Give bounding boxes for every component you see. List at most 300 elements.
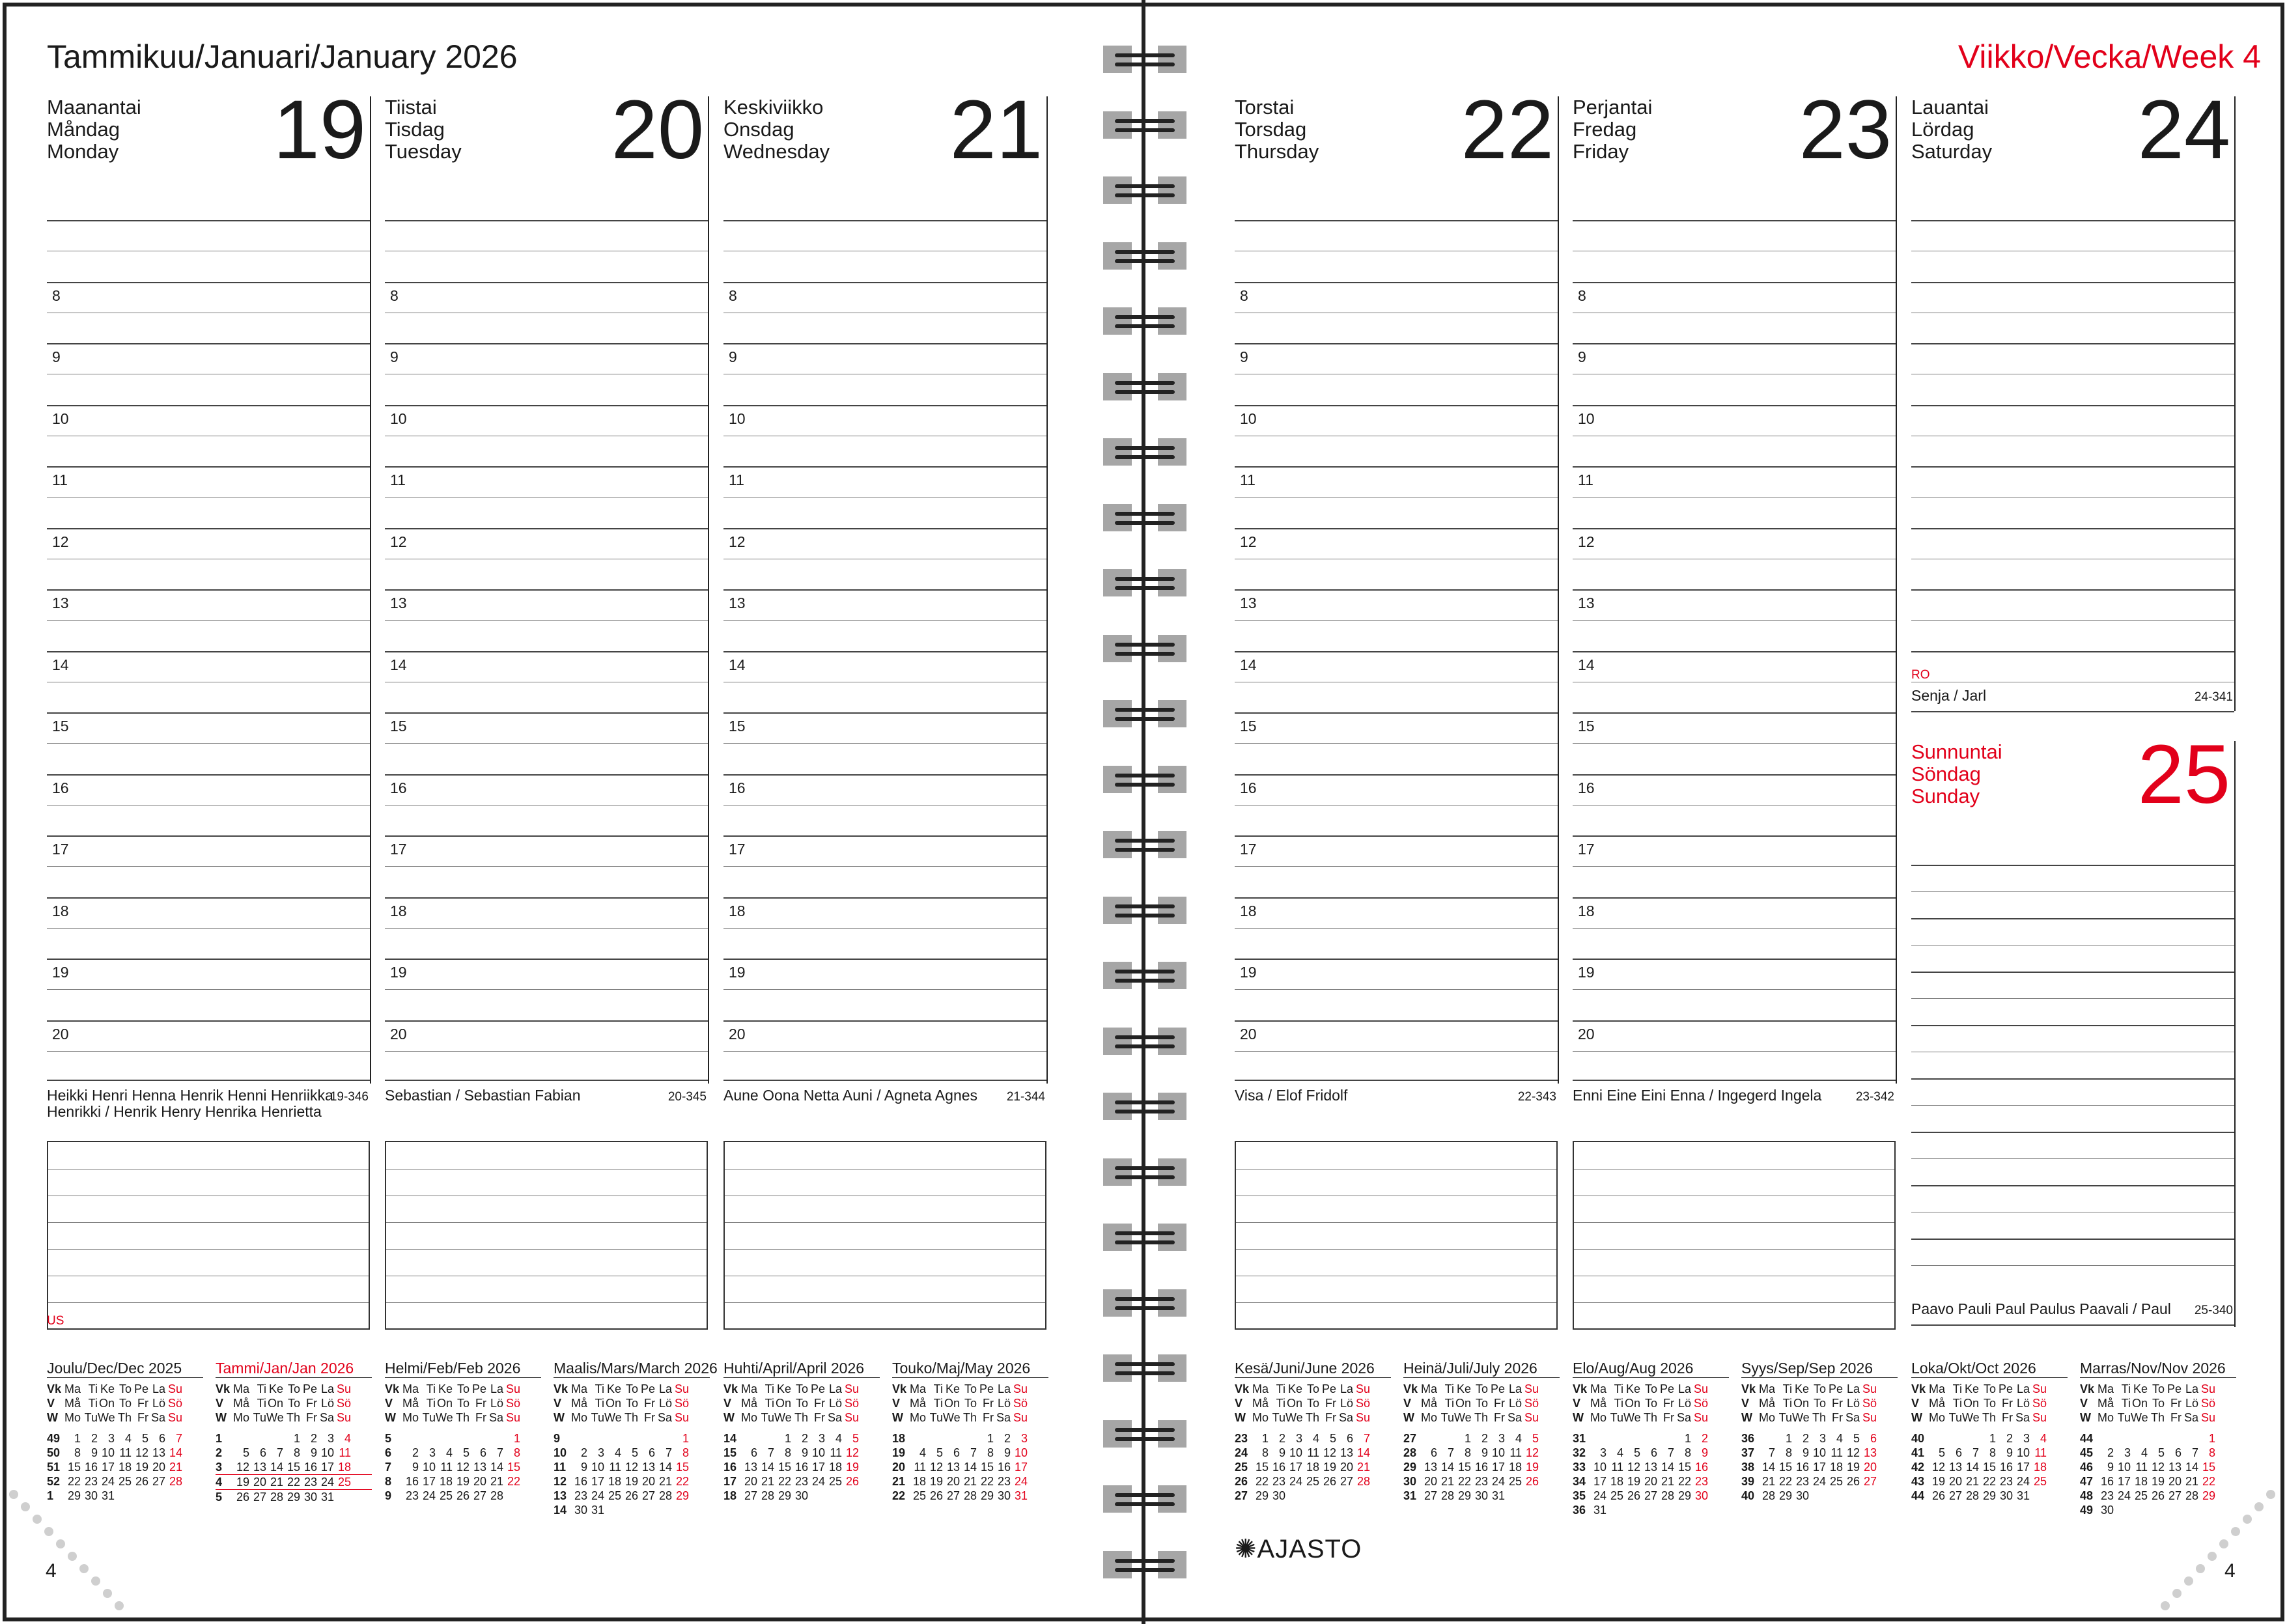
hour-label: 12 — [729, 533, 746, 550]
weekday-header-cell: Lö — [490, 1397, 503, 1410]
hour-rule — [1235, 959, 1558, 960]
weekday-header-row — [723, 1382, 880, 1396]
date-cell: 11 — [339, 1446, 351, 1459]
weekday-header-cell: Ke — [1625, 1382, 1640, 1395]
hour-label: 18 — [729, 902, 746, 919]
date-cell: 2 — [801, 1432, 808, 1445]
hour-label: 11 — [52, 471, 68, 488]
week-row — [554, 1446, 710, 1460]
weekday-header-cell: La — [2185, 1382, 2198, 1395]
mini-calendar — [1235, 1361, 1391, 1503]
weekday-header-cell: Th — [1982, 1411, 1996, 1424]
date-cell: 27 — [1235, 1489, 1248, 1502]
date-cell: 19 — [2151, 1475, 2165, 1488]
weekday-header-cell: Pe — [1659, 1382, 1674, 1395]
weekday-header-cell: Fr — [1325, 1411, 1336, 1424]
weekday-header-cell: Vk — [892, 1382, 907, 1395]
hour-rule — [723, 1080, 1046, 1081]
date-cell: 20 — [1644, 1475, 1657, 1488]
nameday-text: Sebastian / Sebastian Fabian — [385, 1087, 581, 1104]
date-cell: 3 — [597, 1446, 604, 1459]
weekday-header-cell: Ma — [2097, 1382, 2114, 1395]
date-cell: 7 — [665, 1446, 672, 1459]
hour-label: 20 — [52, 1025, 69, 1043]
hour-label: 19 — [52, 964, 69, 981]
week-row — [1911, 1446, 2068, 1460]
date-cell: 20 — [1340, 1461, 1353, 1474]
date-cell: 9 — [385, 1489, 392, 1502]
day-name: Sunnuntai Söndag Sunday — [1911, 740, 2002, 807]
date-cell: 24 — [591, 1489, 604, 1502]
date-cell: 31 — [1014, 1489, 1028, 1502]
half-hour-rule — [385, 989, 708, 990]
date-cell: 21 — [658, 1475, 672, 1488]
page-corner-dot — [33, 1515, 42, 1524]
column-divider — [2234, 741, 2236, 1327]
weekday-header-cell: To — [456, 1397, 470, 1410]
weekday-header-cell: Lö — [997, 1397, 1011, 1410]
hour-rule — [723, 774, 1046, 776]
hour-label: 20 — [1240, 1025, 1257, 1043]
date-cell: 7 — [2191, 1446, 2198, 1459]
date-cell: 29 — [287, 1491, 300, 1504]
binding-ring — [1103, 569, 1186, 596]
weekday-header-cell: Ti — [1952, 1397, 1962, 1410]
day-code: 22-343 — [1517, 1090, 1556, 1104]
date-cell: 31 — [320, 1491, 334, 1504]
weekday-header-cell: Su — [844, 1411, 859, 1424]
weekday-header-cell: To — [1813, 1397, 1826, 1410]
date-cell: 27 — [946, 1489, 960, 1502]
weekday-header-cell: Su — [1355, 1382, 1370, 1395]
date-cell: 30 — [1272, 1489, 1285, 1502]
weekday-header-cell: Su — [336, 1411, 351, 1424]
date-cell: 9 — [310, 1446, 317, 1459]
weekday-header-cell: La — [1340, 1382, 1353, 1395]
week-row — [554, 1503, 710, 1517]
date-cell: 4 — [445, 1446, 453, 1459]
date-cell: 27 — [1424, 1489, 1437, 1502]
weekday-header-cell: Vk — [1573, 1382, 1588, 1395]
date-cell: 20 — [1948, 1475, 1962, 1488]
date-cell: 10 — [101, 1446, 115, 1459]
notes-box[interactable] — [1235, 1141, 1558, 1330]
date-cell — [1691, 1503, 1708, 1517]
hour-rule — [1235, 774, 1558, 776]
weekday-header-cell: Th — [2150, 1411, 2165, 1424]
date-cell: 26 — [456, 1489, 470, 1502]
hour-label: 13 — [1578, 595, 1595, 611]
date-cell: 9 — [2006, 1446, 2013, 1459]
hour-rule — [1911, 466, 2234, 468]
hour-label: 14 — [729, 656, 746, 673]
weekday-header-cell: Ma — [1252, 1382, 1269, 1395]
hour-label: 10 — [1578, 410, 1595, 427]
weekday-header-row — [1235, 1382, 1391, 1396]
notes-box[interactable] — [47, 1141, 370, 1330]
hour-rule — [723, 282, 1046, 283]
weekday-header-cell: Ma — [909, 1382, 926, 1395]
weekday-header-cell: Ti — [426, 1397, 436, 1410]
date-cell — [943, 1431, 960, 1446]
date-cell: 9 — [801, 1446, 808, 1459]
hour-rule — [1573, 528, 1896, 529]
binding-ring — [1103, 1289, 1186, 1317]
date-cell: 4 — [124, 1432, 132, 1445]
weekday-header-cell: Tu — [1440, 1411, 1454, 1424]
date-cell: 21 — [761, 1475, 774, 1488]
date-cell: 10 — [2016, 1446, 2030, 1459]
weekday-header-cell: To — [625, 1397, 638, 1410]
mini-calendar-title: Helmi/Feb/Feb 2026 — [385, 1361, 541, 1378]
date-cell — [402, 1431, 419, 1446]
date-cell: 26 — [845, 1475, 859, 1488]
mini-calendar-title: Huhti/April/April 2026 — [723, 1361, 880, 1378]
day-column-24 — [1911, 83, 2236, 715]
page-corner-dot — [2196, 1564, 2205, 1573]
hour-label: 9 — [52, 348, 61, 365]
weekday-header-cell: On — [605, 1397, 621, 1410]
weekday-header-cell: La — [1677, 1382, 1691, 1395]
weekday-header-cell: Mo — [1420, 1411, 1437, 1424]
weekday-header-cell: Ke — [606, 1382, 621, 1395]
hour-rule — [47, 466, 370, 468]
weekday-header-cell: Ti — [765, 1382, 774, 1395]
weekday-header-cell: Ti — [933, 1382, 943, 1395]
date-cell: 30 — [1795, 1489, 1809, 1502]
date-cell: 19 — [1931, 1475, 1945, 1488]
half-hour-rule — [47, 866, 370, 867]
week-row — [2080, 1431, 2236, 1446]
hour-rule — [1911, 1025, 2234, 1026]
weekday-header-cell: We — [266, 1411, 284, 1424]
date-cell — [638, 1431, 655, 1446]
date-cell: 19 — [845, 1461, 859, 1474]
week-row — [1573, 1460, 1729, 1474]
weekday-header-cell: Sa — [657, 1411, 672, 1424]
mini-calendar-title: Tammi/Jan/Jan 2026 — [216, 1361, 372, 1378]
date-cell: 28 — [1403, 1446, 1417, 1459]
weekday-header-cell: Vk — [1911, 1382, 1926, 1395]
date-cell: 26 — [1931, 1489, 1945, 1502]
weekday-header-cell: Ti — [257, 1382, 266, 1395]
mini-calendar-title: Syys/Sep/Sep 2026 — [1741, 1361, 1898, 1378]
mini-calendar-title: Elo/Aug/Aug 2026 — [1573, 1361, 1729, 1378]
hour-rule — [723, 466, 1046, 468]
page-corner-dot — [2161, 1601, 2170, 1610]
hour-label: 16 — [390, 779, 407, 796]
weekday-header-cell: Lö — [320, 1397, 334, 1410]
week-row — [723, 1431, 880, 1446]
weekday-header-cell: Sa — [827, 1411, 842, 1424]
date-cell: 12 — [1525, 1446, 1539, 1459]
date-cell: 4 — [614, 1446, 621, 1459]
binding-ring — [1103, 1028, 1186, 1055]
week-row — [385, 1431, 541, 1446]
weekday-header-cell: Ke — [2133, 1382, 2148, 1395]
hour-label: 9 — [1240, 348, 1248, 365]
date-cell: 25 — [1508, 1475, 1522, 1488]
weekday-header-cell: W — [47, 1411, 58, 1424]
date-cell: 16 — [1694, 1461, 1708, 1474]
weekday-header-cell: W — [723, 1411, 735, 1424]
date-cell: 6 — [1870, 1432, 1877, 1445]
hour-rule — [47, 589, 370, 591]
date-cell: 5 — [1532, 1432, 1539, 1445]
date-cell: 25 — [1235, 1461, 1248, 1474]
date-cell — [960, 1431, 977, 1446]
date-cell: 27 — [1644, 1489, 1657, 1502]
date-cell — [1826, 1489, 1843, 1503]
half-hour-rule — [723, 743, 1046, 744]
date-cell: 33 — [1573, 1461, 1586, 1474]
date-cell: 27 — [744, 1489, 757, 1502]
hour-rule — [1573, 651, 1896, 652]
date-cell: 22 — [507, 1475, 520, 1488]
week-row — [385, 1474, 541, 1489]
date-cell: 2 — [580, 1446, 587, 1459]
weekday-header-cell: Sö — [674, 1397, 689, 1410]
half-hour-rule — [723, 989, 1046, 990]
notes-box[interactable] — [385, 1141, 708, 1330]
date-cell: 11 — [2034, 1446, 2047, 1459]
half-hour-rule — [1235, 743, 1558, 744]
notes-box[interactable] — [723, 1141, 1046, 1330]
hour-label: 18 — [1578, 902, 1595, 919]
date-cell: 24 — [1593, 1489, 1607, 1502]
date-cell: 28 — [1356, 1475, 1370, 1488]
date-cell: 18 — [1508, 1461, 1522, 1474]
week-row — [216, 1460, 372, 1474]
weekday-header-cell: Lö — [1846, 1397, 1860, 1410]
date-cell — [266, 1431, 283, 1446]
date-cell: 42 — [1911, 1461, 1925, 1474]
date-cell: 13 — [1948, 1461, 1962, 1474]
date-cell: 11 — [2135, 1461, 2148, 1474]
date-cell: 9 — [1278, 1446, 1285, 1459]
weekday-header-row — [892, 1382, 1048, 1396]
weekday-header-cell: Pe — [133, 1382, 148, 1395]
date-cell: 29 — [1677, 1489, 1691, 1502]
day-name: Lauantai Lördag Saturday — [1911, 96, 1993, 163]
weekday-header-cell: Ti — [1614, 1382, 1623, 1395]
date-cell: 19 — [892, 1446, 906, 1459]
page-number-left: 4 — [46, 1560, 57, 1582]
date-cell: 1 — [2208, 1432, 2215, 1445]
weekday-header-row — [1403, 1410, 1560, 1425]
weekday-header-cell: Lö — [658, 1397, 672, 1410]
date-cell: 25 — [608, 1489, 621, 1502]
page-corner-dot — [2208, 1552, 2217, 1561]
weekday-header-cell: Fr — [475, 1411, 486, 1424]
date-cell: 40 — [1741, 1489, 1755, 1502]
weekday-header-cell: Må — [1590, 1397, 1607, 1410]
date-cell: 8 — [2208, 1446, 2215, 1459]
hour-label: 9 — [1578, 348, 1586, 365]
weekday-header-cell: To — [287, 1397, 300, 1410]
date-cell: 9 — [1701, 1446, 1708, 1459]
date-cell: 10 — [1289, 1446, 1302, 1459]
weekday-header-cell: Fr — [814, 1397, 825, 1410]
date-cell: 7 — [1447, 1446, 1454, 1459]
date-cell: 10 — [554, 1446, 567, 1459]
date-cell: 30 — [574, 1504, 587, 1517]
date-cell: 17 — [1014, 1461, 1028, 1474]
mini-calendar-title: Joulu/Dec/Dec 2025 — [47, 1361, 203, 1378]
date-cell: 14 — [554, 1504, 567, 1517]
hour-rule — [1911, 220, 2234, 221]
weekday-header-row — [892, 1410, 1048, 1425]
weekday-header-cell: To — [1813, 1382, 1826, 1395]
weekday-header-cell: Mo — [1928, 1411, 1945, 1424]
date-cell — [604, 1431, 621, 1446]
hour-label: 14 — [1240, 656, 1257, 673]
date-cell — [655, 1431, 672, 1446]
weekday-header-cell: Su — [2200, 1411, 2215, 1424]
date-cell — [503, 1489, 520, 1503]
date-cell: 32 — [1573, 1446, 1586, 1459]
date-cell: 18 — [892, 1432, 906, 1445]
date-cell: 2 — [1701, 1432, 1708, 1445]
date-cell: 29 — [1982, 1489, 1996, 1502]
date-cell: 7 — [767, 1446, 774, 1459]
notes-line — [48, 1302, 369, 1303]
date-cell: 13 — [473, 1461, 486, 1474]
notes-line — [1574, 1249, 1894, 1250]
date-cell: 29 — [1778, 1489, 1792, 1502]
date-cell: 39 — [1741, 1475, 1755, 1488]
date-cell: 30 — [794, 1489, 808, 1502]
date-cell: 29 — [2202, 1489, 2215, 1502]
week-row — [2080, 1489, 2236, 1503]
day-column-19 — [47, 83, 371, 1328]
hour-label: 17 — [390, 841, 407, 858]
day-number: 24 — [2137, 83, 2230, 176]
weekday-header-cell: Sa — [319, 1411, 334, 1424]
week-row — [723, 1446, 880, 1460]
weekday-header-cell: Må — [64, 1397, 81, 1410]
date-cell: 5 — [242, 1446, 249, 1459]
week-row — [1911, 1489, 2068, 1503]
date-cell: 25 — [337, 1476, 351, 1489]
binding-ring — [1103, 766, 1186, 793]
date-cell: 8 — [682, 1446, 689, 1459]
hour-rule — [1911, 1078, 2234, 1080]
weekday-header-cell: V — [385, 1397, 393, 1410]
date-cell: 5 — [462, 1446, 470, 1459]
hour-rule — [385, 959, 708, 960]
weekday-header-cell: Ti — [1952, 1382, 1962, 1395]
weekday-header-cell: Tu — [1948, 1411, 1962, 1424]
date-cell: 16 — [1999, 1461, 2013, 1474]
date-cell: 23 — [1474, 1475, 1488, 1488]
hour-rule — [1911, 282, 2234, 283]
hour-label: 11 — [1240, 471, 1256, 488]
mini-calendar — [385, 1361, 541, 1503]
week-row — [1235, 1474, 1391, 1489]
hour-rule — [723, 959, 1046, 960]
date-cell: 5 — [1938, 1446, 1945, 1459]
weekday-header-cell: Su — [1524, 1382, 1539, 1395]
weekday-header-cell: V — [47, 1397, 55, 1410]
date-cell: 25 — [828, 1475, 842, 1488]
date-cell: 30 — [1999, 1489, 2013, 1502]
column-divider — [2234, 96, 2236, 711]
hour-label: 16 — [52, 779, 69, 796]
date-cell: 3 — [2023, 1432, 2030, 1445]
hour-rule — [1911, 1132, 2234, 1133]
mini-calendar — [554, 1360, 718, 1517]
weekday-header-row — [892, 1396, 1048, 1410]
date-cell: 24 — [2016, 1475, 2030, 1488]
weekday-header-row — [216, 1396, 372, 1410]
date-cell: 18 — [723, 1489, 737, 1502]
date-cell: 38 — [1741, 1461, 1755, 1474]
half-hour-rule — [723, 620, 1046, 621]
weekday-header-row — [385, 1382, 541, 1396]
hour-rule — [47, 1020, 370, 1022]
hour-label: 9 — [390, 348, 399, 365]
date-cell: 23 — [1235, 1432, 1248, 1445]
date-cell — [1843, 1489, 1860, 1503]
half-hour-rule — [723, 866, 1046, 867]
date-cell: 9 — [91, 1446, 98, 1459]
half-hour-rule — [47, 928, 370, 929]
date-cell: 17 — [723, 1475, 737, 1488]
date-cell: 24 — [1289, 1475, 1302, 1488]
week-row — [1403, 1460, 1560, 1474]
date-cell: 18 — [912, 1475, 926, 1488]
half-hour-rule — [1573, 928, 1896, 929]
week-row — [1403, 1489, 1560, 1503]
date-cell — [2148, 1431, 2165, 1446]
notes-line — [1236, 1249, 1556, 1250]
hour-rule — [47, 1080, 370, 1081]
day-name: Torstai Torsdag Thursday — [1235, 96, 1319, 163]
date-cell — [115, 1489, 132, 1503]
week-row — [1235, 1446, 1391, 1460]
date-cell — [165, 1489, 182, 1503]
week-row — [47, 1489, 203, 1503]
hour-rule — [1911, 1239, 2234, 1240]
date-cell: 31 — [1491, 1489, 1505, 1502]
date-cell: 31 — [1573, 1432, 1586, 1445]
weekday-header-cell: To — [1306, 1382, 1319, 1395]
date-cell — [672, 1503, 689, 1517]
hour-rule — [1911, 1324, 2234, 1326]
hour-label: 17 — [52, 841, 69, 858]
weekday-header-row — [554, 1382, 710, 1396]
hour-rule — [1235, 466, 1558, 468]
weekday-header-row — [1741, 1382, 1898, 1396]
date-cell: 16 — [794, 1461, 808, 1474]
weekday-header-cell: Må — [1420, 1397, 1437, 1410]
date-cell: 26 — [1235, 1475, 1248, 1488]
weekday-header-cell: V — [1573, 1397, 1581, 1410]
notes-line — [386, 1302, 707, 1303]
date-cell — [1336, 1489, 1353, 1503]
weekday-header-cell: Ti — [2121, 1382, 2131, 1395]
date-cell: 30 — [84, 1489, 98, 1502]
date-cell: 49 — [47, 1432, 61, 1445]
date-cell — [621, 1503, 638, 1517]
weekday-header-cell: Sö — [1013, 1397, 1028, 1410]
notes-box[interactable] — [1573, 1141, 1896, 1330]
date-cell: 14 — [1440, 1461, 1454, 1474]
mini-calendar-title: Heinä/Juli/July 2026 — [1403, 1361, 1560, 1378]
weekday-header-cell: Su — [167, 1411, 182, 1424]
half-hour-rule — [1911, 620, 2234, 621]
